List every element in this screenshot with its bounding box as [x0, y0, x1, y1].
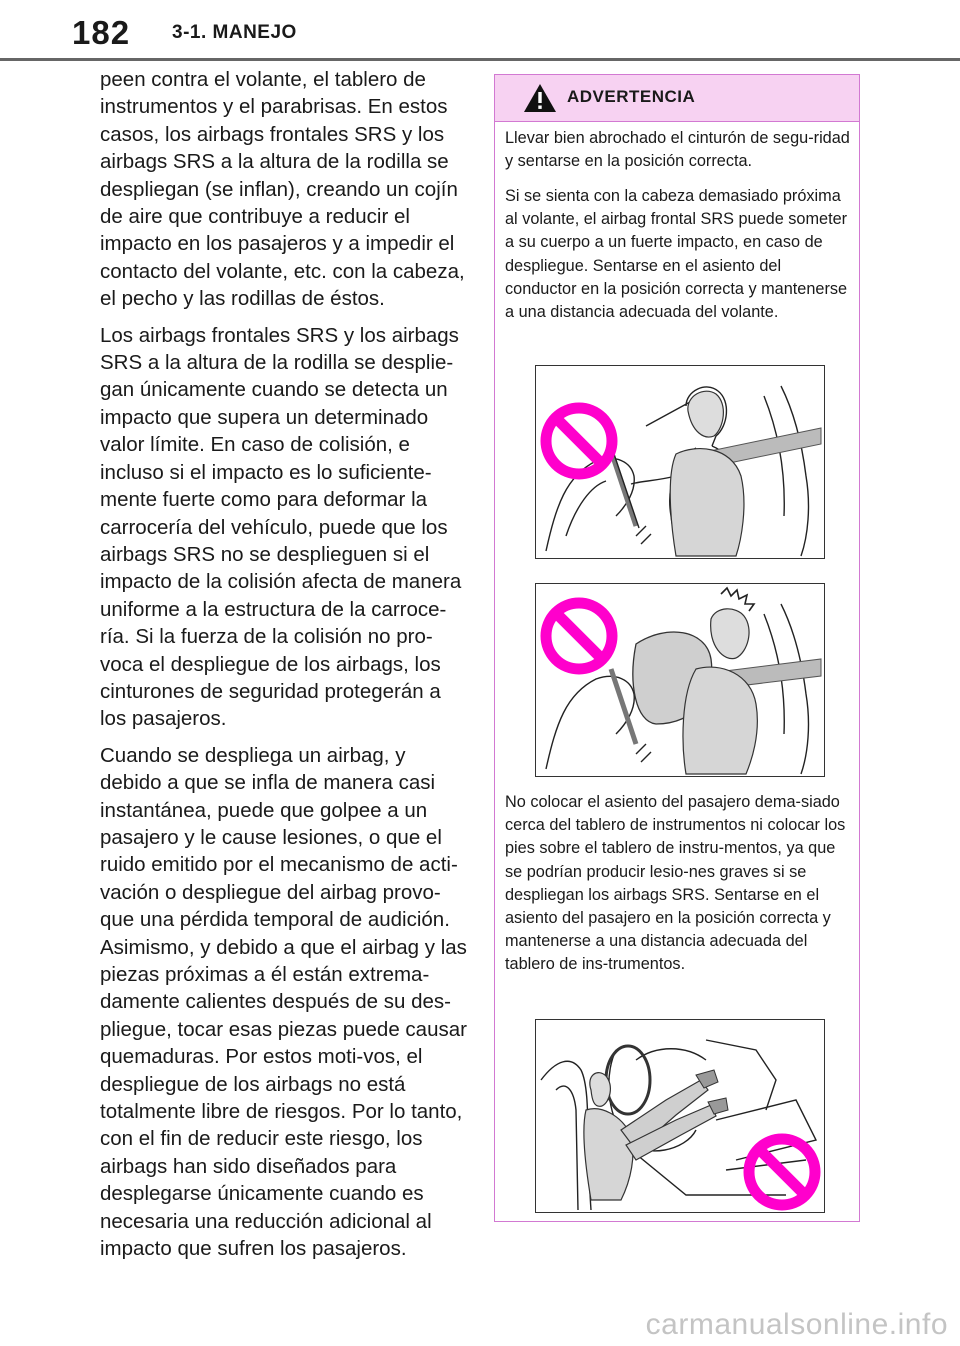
- body-text-column: [100, 66, 470, 1271]
- driver-seated-drawing: [536, 366, 825, 559]
- airbag-impact-drawing: [536, 584, 825, 777]
- warning-header: [495, 75, 859, 122]
- passenger-feet-drawing: [536, 1020, 825, 1213]
- illustration-passenger-feet: [535, 1019, 825, 1213]
- body-paragraph-3: Cuando se despliega un airbag, y debido a que se infla de manera casi instantánea, puede que golpee a un pasajero y le cause lesiones, o que el ruido emitido por el mecanismo de acti-vación o despliegue del airbag provo-que una pérdida temporal de audición. Asimismo, y debido a que el airbag y las piezas próximas a él están extrema-damente calientes después de su des-pliegue, tocar esas piezas puede causar quemaduras. Por estos moti-vos, el despliegue de los airbags no está totalmente libre de riesgos. Por lo tanto, con el fin de reducir este riesgo, los airbags han sido diseñados para desplegarse únicamente cuando es necesaria una reducción adicional al impacto que sufren los pasajeros.: [100, 743, 467, 1261]
- body-paragraph-2: Los airbags frontales SRS y los airbags SRS a la altura de la rodilla se desplie-gan únicamente cuando se detecta un impacto que supera un determinado valor límite. En caso de colisión, e incluso si el impacto es lo suficiente-mente fuerte como para deformar la carrocería del vehículo, puede que los airbags SRS no se desplieguen si el impacto de la colisión afecta de manera uniforme a la estructura de la carroce-ría. Si la fuerza de la colisión no pro-voca el despliegue de los airbags, los cinturones de seguridad protegerán a los pasajeros.: [100, 323, 462, 731]
- body-paragraph-1: peen contra el volante, el tablero de instrumentos y el parabrisas. En estos casos, los airbags frontales SRS y los airbags SRS a la altura de la rodilla se despliegan (se inflan), creando un cojín de aire que contribuye a reducir el impacto en los pasajeros y a impedir el contacto del volante, etc. con la cabeza, el pecho y las rodillas de éstos.: [100, 68, 465, 311]
- warning-text-passenger-seat: No colocar el asiento del pasajero dema-siado cerca del tablero de instrumentos ni colocar los pies sobre el tablero de instru-mentos, ya que se podrían producir lesio-nes graves si se despliegan los airbags SRS. Sentarse en el asiento del pasajero en la posición correcta y mantenerse a una distancia adecuada del tablero de ins-trumentos.: [505, 793, 846, 974]
- warning-text-seatbelt: Llevar bien abrochado el cinturón de segu-ridad y sentarse en la posición correcta.: [505, 129, 850, 171]
- warning-text-steering-distance: Si se sienta con la cabeza demasiado próxima al volante, el airbag frontal SRS puede someter a su cuerpo a un fuerte impacto, en caso de despliegue. Sentarse en el asiento del conductor en la posición correcta y mantenerse a una distancia adecuada del volante.: [505, 187, 848, 322]
- page-header: [0, 0, 960, 60]
- warning-box: [494, 74, 860, 1222]
- section-title: 3-1. MANEJO: [172, 22, 297, 43]
- illustration-driver-position: [535, 365, 825, 559]
- warning-triangle-icon: [523, 83, 557, 113]
- watermark: carmanualsonline.info: [645, 1308, 948, 1341]
- illustration-airbag-impact: [535, 583, 825, 777]
- page-number: 182: [72, 14, 131, 51]
- header-rule: [0, 58, 960, 61]
- warning-title: ADVERTENCIA: [567, 87, 696, 106]
